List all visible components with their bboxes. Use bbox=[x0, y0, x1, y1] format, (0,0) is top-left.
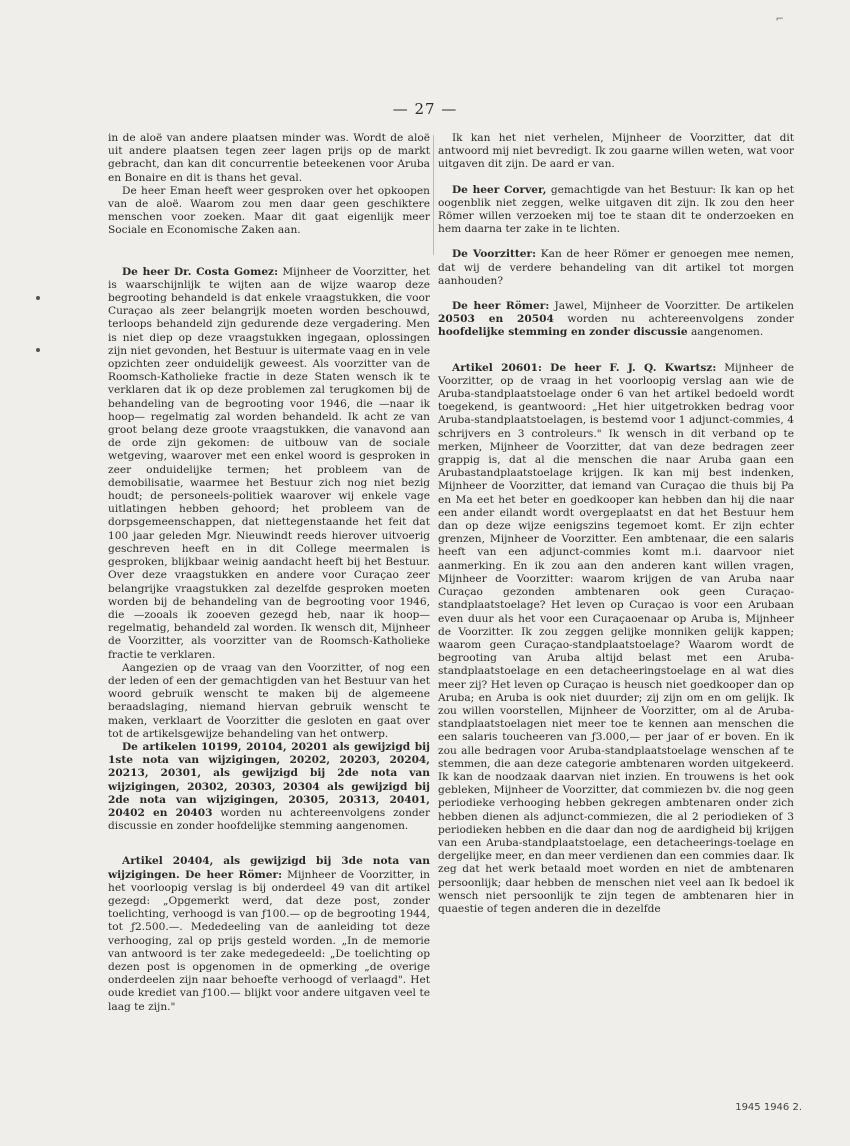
right-column bbox=[438, 132, 794, 916]
left-paragraph-6: Artikel 20404, als gewijzigd bij 3de nota van wijzigingen. De heer Römer: Mijnheer de Voorzitter, in het voorloopig verslag is bij onderdeel 49 van dit artikel gezegd: „Opgemerkt werd, dat deze post, zonder toelichting, verhoogd is van ƒ100.— op de begrooting 1944, tot ƒ2.500.—. Mededeeling van de aanleiding tot deze verhooging, zal op prijs gesteld worden. „In de memorie van antwoord is ter zake medegedeeld: „De toelichting op dezen post is opgenomen in de opmerking „de overige onderdeelen zijn naar behoefte verhoogd of verlaagd". Het oude krediet van ƒ100.— blijkt voor andere uitgaven veel te laag te zijn." bbox=[108, 855, 430, 1013]
speaker-name: De Voorzitter: bbox=[452, 248, 536, 261]
left-paragraph-2: De heer Eman heeft weer gesproken over het opkoopen van de aloë. Waarom zou men daar geen geschiktere menschen voor zoeken. Maar dit gaat eigenlijk meer Sociale en Economische Zaken aan. bbox=[108, 184, 430, 237]
right-paragraph-2: De heer Corver, gemachtigde van het Bestuur: Ik kan op het oogenblik niet zeggen, welke uitgaven dit zijn. Ik zou den heer Römer willen verzoeken mij toe te staan dit te onderzoeken en hem daarna ter zake in te lichten. bbox=[438, 183, 794, 236]
right-paragraph-4: De heer Römer: Jawel, Mijnheer de Voorzitter. De artikelen 20503 en 20504 worden nu achtereenvolgens zonder hoofdelijke stemming en zonder discussie aangenomen. bbox=[438, 300, 794, 339]
punch-hole bbox=[36, 348, 40, 352]
left-paragraph-1: in de aloë van andere plaatsen minder was. Wordt de aloë uit andere plaatsen tegen zeer lagen prijs op de markt gebracht, dan kan dit concurrentie beteekenen voor Aruba en Bonaire en dit is thans het geval. bbox=[108, 132, 430, 184]
page-number: — 27 — bbox=[392, 100, 458, 118]
left-column bbox=[108, 132, 430, 1014]
speaker-name: De heer F. J. Q. Kwartsz: bbox=[541, 361, 717, 374]
speaker-name: De heer Corver, bbox=[452, 183, 547, 196]
speaker-name: De heer Römer: bbox=[452, 300, 550, 313]
left-paragraph-4: Aangezien op de vraag van den Voorzitter, of nog een der leden of een der gemachtigden van het Bestuur van het woord gebruik wenscht te maken bij de algemeene beraadslaging, niemand hiervan gebruik wenscht te maken, verklaart de Voorzitter die gesloten en gaat over tot de artikelsgewijze behandeling van het ontwerp. bbox=[108, 661, 430, 740]
left-paragraph-5: De artikelen 10199, 20104, 20201 als gewijzigd bij 1ste nota van wijzigingen, 20202, 20203, 20204, 20213, 20301, als gewijzigd bij 2de nota van wijzigingen, 20302, 20303, 20304 als gewijzigd bij 2de nota van wijzigingen, 20305, 20313, 20401, 20402 en 20403 worden nu achtereenvolgens zonder discussie en zonder hoofdelijke stemming aangenomen. bbox=[108, 740, 431, 833]
article-list: De artikelen 10199, 20104, 20201 als gewijzigd bij 1ste nota van wijzigingen, 20202, 20203, 20204, 20213, 20301, als gewijzigd bij 2de nota van wijzigingen, 20302, 20303, 20304 als gewijzigd bij 2de nota van wijzigingen, 20305, 20313, 20401, 20402 en 20403 bbox=[108, 740, 430, 819]
right-paragraph-5: Artikel 20601: De heer F. J. Q. Kwartsz: Mijnheer de Voorzitter, op de vraag in het voorloopig verslag aan wie de Aruba-standplaatstoelage onder 6 van het artikel bedoeld wordt toegekend, is geantwoord: „Het hier uitgetrokken bedrag voor Aruba-standplaatstoelagen, is bestemd voor 1 adjunct-commies, 4 schrijvers en 3 controleurs." Ik wensch in dit verband op te merken, Mijnheer de Voorzitter, dat van deze bedragen zeer grappig is, dat al die menschen die naar Aruba gaan een Arubastandplaatstoelage krijgen. Ik kan mij best indenken, Mijnheer de Voorzitter, dat iemand van Curaçao die thuis bij Pa en Ma eet het beter en goedkooper kan hebben dan hij die naar een ander eilandt wordt overgeplaatst en dat het Bestuur hem dan op deze wijze eenigszins tegemoet komt. Er zijn echter grenzen, Mijnheer de Voorzitter. Een ambtenaar, die een salaris heeft van een adjunct-commies komt m.i. daarvoor niet aanmerking. En ik zou aan den anderen kant willen vragen, Mijnheer de Voorzitter: waarom krijgen de van Aruba naar Curaçao gezonden ambtenaren ook geen Curaçao-standplaatstoelage? Het leven op Curaçao is voor een Arubaan even duur als het voor een Curaçaoenaar op Aruba is, Mijnheer de Voorzitter. Ik zou zeggen gelijke monniken gelijk kappen; waarom geen Curaçao-standplaatstoelage? Waarom wordt de begrooting van Aruba altijd belast met een Aruba-standplaatstoelage en een detacheeringstoelage en al wat dies meer zij? Het leven op Curaçao is heusch niet goedkooper dan op Aruba; en Aruba is ook niet duurder; zij zijn om en om gelijk. Ik zou willen voorstellen, Mijnheer de Voorzitter, om al de Aruba-standplaatstoelagen niet meer toe te kennen aan menschen die een salaris toucheeren van ƒ3.000,— per jaar of er boven. En ik zou alle bedragen voor Aruba-standplaatstoelage wenschen af te stemmen, die aan deze categorie ambtenaren worden uitgekeerd. Ik kan de noodzaak daarvan niet inzien. En trouwens is het ook gebleken, Mijnheer de Voorzitter, dat commiezen bv. die nog geen periodieke verhooging hebben gekregen ambtenaren onder zich hebben dienen als adjunct-commiezen, die al 2 periodieken of 3 periodieken hebben en die daar dan nog de aardigheid bij krijgen van een Aruba-standplaatstoelage, een detacheerings-toelage en dergelijke meer, en dan meer verdienen dan een commies daar. Ik zeg dat het werk betaald moet worden en niet de ambtenaren persoonlijk; daar hebben de menschen niet veel aan Ik bedoel ik wensch niet persoonlijk te zijn tegen de ambtenaren hier in quaestie of tegen anderen die in dezelfde bbox=[438, 361, 794, 915]
speaker-name: De heer Dr. Costa Gomez: bbox=[122, 265, 278, 278]
punch-hole bbox=[36, 296, 40, 300]
article-heading: Artikel 20601: bbox=[452, 361, 542, 374]
column-divider bbox=[433, 135, 434, 255]
right-paragraph-3: De Voorzitter: Kan de heer Römer er genoegen mee nemen, dat wij de verdere behandeling van dit artikel tot morgen aanhouden? bbox=[438, 248, 794, 287]
footer-code: 1945 1946 2. bbox=[735, 1102, 802, 1113]
left-paragraph-3: De heer Dr. Costa Gomez: Mijnheer de Voorzitter, het is waarschijnlijk te wijten aan de wijze waarop deze begrooting behandeld is dat enkele vraagstukken, die voor Curaçao als zeer belangrijk moeten worden beschouwd, terloops behandeld zijn gedurende deze vergadering. Men is niet diep op deze vraagstukken ingegaan, oplossingen zijn niet gevonden, het Bestuur is uitermate vaag en in vele opzichten zeer onduidelijk geweest. Als voorzitter van de Roomsch-Katholieke fractie in deze Staten wensch ik te verklaren dat ik op deze problemen zal terugkomen bij de behandeling van de begrooting voor 1946, die —naar ik hoop— regelmatig zal worden behandeld. Ik acht ze van groot belang deze groote vraagstukken, die vanavond aan de orde zijn gekomen: de uitbouw van de sociale wetgeving, waarover met een enkel woord is gesproken in zeer onduidelijke termen; het probleem van de demobilisatie, waarmee het Bestuur zich nog niet bezig houdt; de personeels-politiek waarover wij enkele vage uitlatingen hebben gehoord; het probleem van de dorpsgemeenschappen, dat niettegenstaande het feit dat 100 jaar geleden Mgr. Nieuwindt reeds hierover uitvoerig geschreven heeft en in dit College meermalen is gesproken, blijkbaar weinig aandacht heeft bij het Bestuur. Over deze vraagstukken en andere voor Curaçao zeer belangrijke vraagstukken zal dezelfde gesproken moeten worden bij de behandeling van de begrooting voor 1946, die —zooals ik zooeven gezegd heb, naar ik hoop— regelmatig, behandeld zal worden. Ik wensch dit, Mijnheer de Voorzitter, als voorzitter van de Roomsch-Katholieke fractie te verklaren. bbox=[108, 265, 431, 661]
right-paragraph-1: Ik kan het niet verhelen, Mijnheer de Voorzitter, dat dit antwoord mij niet bevredigt. Ik zou gaarne willen weten, wat voor uitgaven dit zijn. De aard er van. bbox=[438, 132, 794, 171]
article-heading: Artikel 20404, als gewijzigd bij 3de nota van wijzigingen. De heer Römer: bbox=[108, 855, 430, 881]
corner-mark: ⌐ bbox=[775, 14, 784, 25]
